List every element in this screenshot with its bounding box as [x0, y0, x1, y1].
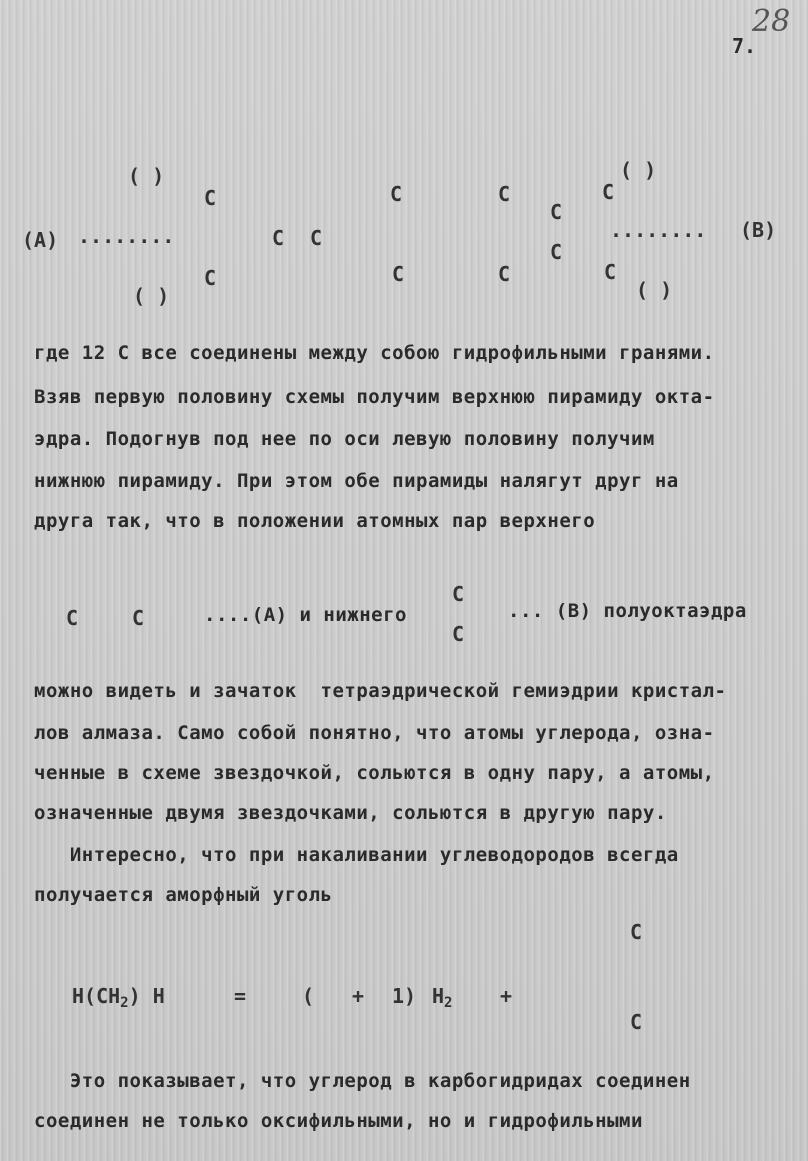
plus-sign: + [352, 984, 365, 1008]
text-line: друга так, что в положении атомных пар верхнего [34, 510, 596, 532]
carbon-atom: C [550, 240, 563, 264]
paren-bottom-right: ( ) [636, 278, 673, 302]
carbon-atom: C [550, 200, 563, 224]
text-line: лов алмаза. Само собой понятно, что атомы углерода, озна- [34, 722, 715, 744]
carbon-atom: C [204, 186, 217, 210]
page-number: 7. [732, 34, 757, 58]
plus-sign: + [500, 984, 513, 1008]
text-line: получается аморфный уголь [34, 884, 333, 906]
handwritten-folio-number: 28 [752, 4, 791, 39]
text-line: ченные в схеме звездочкой, сольются в одну пару, а атомы, [34, 762, 715, 784]
paren-top-left: ( ) [128, 164, 165, 188]
paren-top-right: ( ) [620, 158, 657, 182]
hydrogen-h2: $H_2$ [432, 984, 453, 1011]
carbon-atom: C [132, 606, 145, 630]
text-line: нижнюю пирамиду. При этом обе пирамиды налягут друг на [34, 470, 679, 492]
carbon-atom: C [630, 920, 643, 944]
carbon-atom: C [272, 226, 285, 250]
text-line: Интересно, что при накаливании углеводородов всегда [34, 844, 679, 866]
carbon-atom: C [392, 262, 405, 286]
paren-open: ( [302, 984, 315, 1008]
one-close-paren: 1) [392, 984, 417, 1008]
carbon-atom: C [452, 622, 465, 646]
dots-left: ........ [78, 224, 175, 248]
carbon-atom: C [604, 260, 617, 284]
carbon-atom: C [452, 582, 465, 606]
carbon-atom: C [602, 180, 615, 204]
carbon-atom: C [630, 1010, 643, 1034]
formula-text-left: ....(A) и нижнего [204, 604, 407, 626]
label-a: (A) [22, 228, 59, 252]
text-line: где 12 С все соединены между собою гидрофильными гранями. [34, 342, 715, 364]
carbon-atom: C [390, 182, 403, 206]
text-line: соединен не только оксифильными, но и гидрофильными [34, 1110, 643, 1132]
text-line: означенные двумя звездочками, сольются в другую пару. [34, 802, 667, 824]
text-line: Это показывает, что углерод в карбогидридах соединен [34, 1070, 691, 1092]
equals-sign: = [234, 984, 247, 1008]
text-line: эдра. Подогнув под нее по оси левую половину получим [34, 428, 655, 450]
label-b: (B) [740, 218, 777, 242]
text-line: можно видеть и зачаток тетраэдрической гемиэдрии кристал- [34, 680, 727, 702]
equation-lhs: $H(CH_2)$ H [72, 984, 165, 1011]
carbon-atom: C [66, 606, 79, 630]
carbon-atom: C [310, 226, 323, 250]
carbon-atom: C [498, 182, 511, 206]
carbon-atom: C [498, 262, 511, 286]
dots-right: ........ [610, 218, 707, 242]
formula-text-right: ... (B) полуоктаэдра [508, 600, 747, 622]
carbon-atom: C [204, 266, 217, 290]
paren-bottom-left: ( ) [133, 284, 170, 308]
text-line: Взяв первую половину схемы получим верхнюю пирамиду окта- [34, 386, 715, 408]
